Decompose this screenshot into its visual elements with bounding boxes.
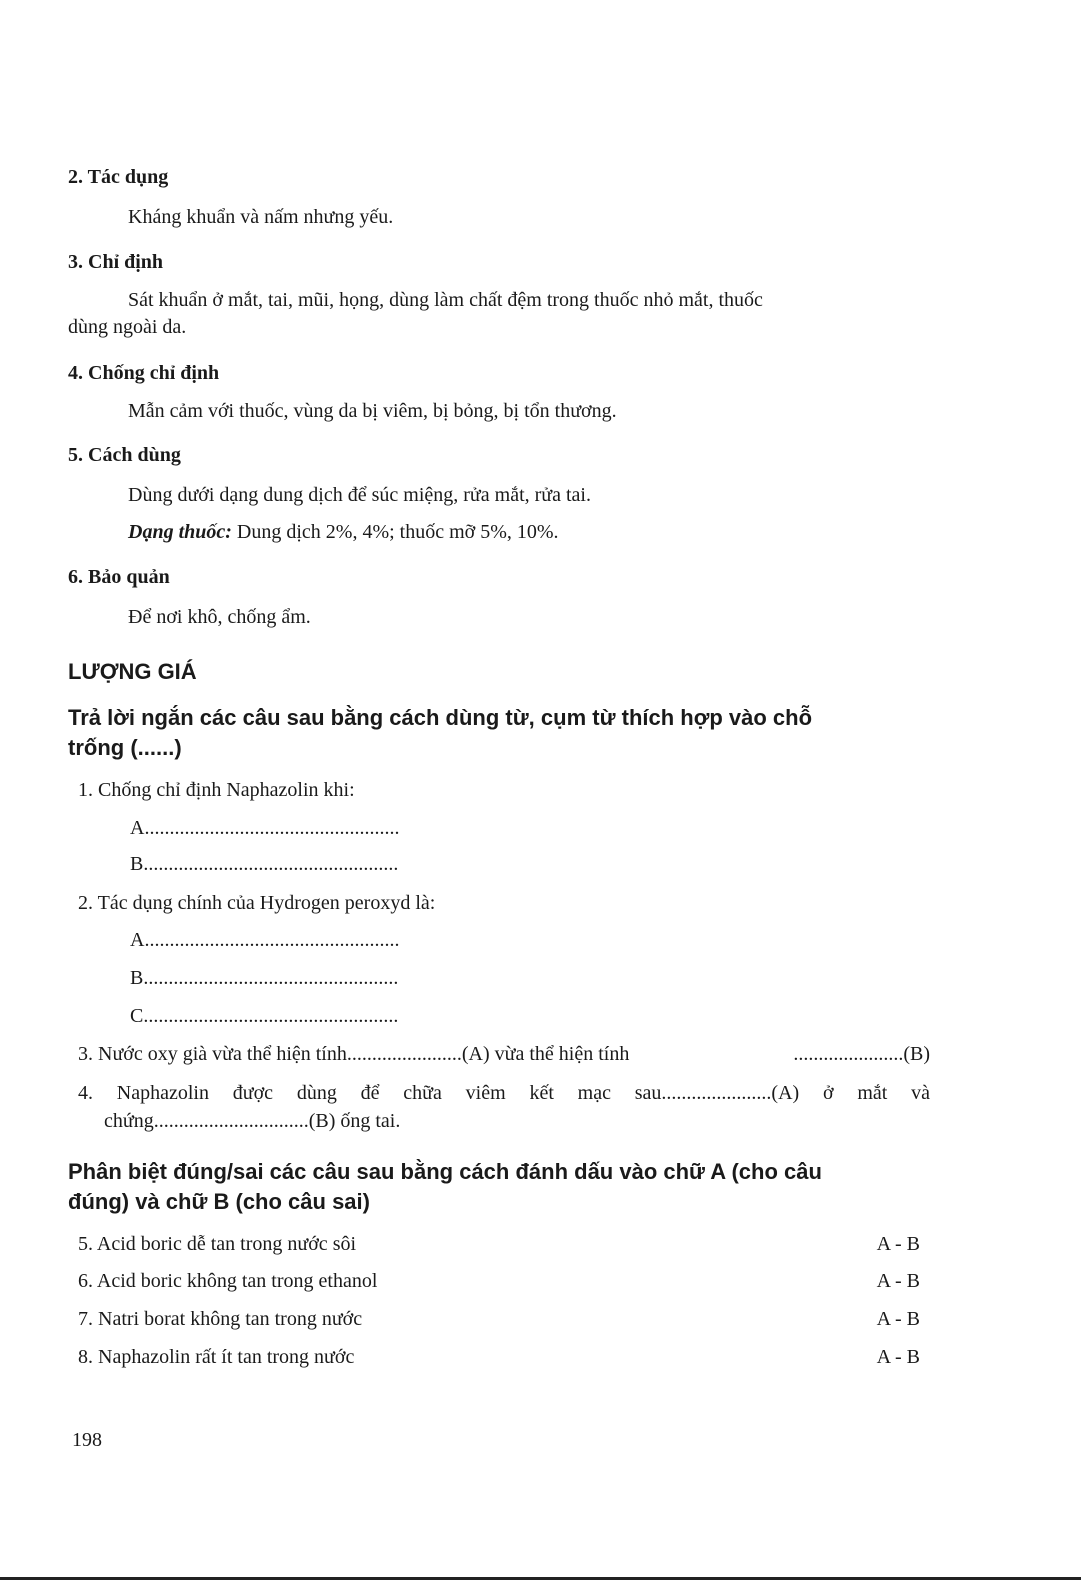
item-statement: 6. Acid boric không tan trong ethanol: [78, 1270, 378, 1292]
q4-word: dùng: [296, 1082, 337, 1104]
section-4-heading: 4. Chống chỉ định: [68, 362, 220, 384]
dosage-form-label: Dạng thuốc:: [128, 521, 232, 543]
question-3-right: ......................(B): [793, 1043, 930, 1065]
q4-word: và: [911, 1082, 930, 1104]
question-2: 2. Tác dụng chính của Hydrogen peroxyd là:: [78, 892, 436, 914]
page-number: 198: [72, 1429, 102, 1451]
true-false-item: [78, 1308, 920, 1331]
question-1-answer-a: A...................................................: [130, 817, 400, 839]
q4-word: kết: [529, 1082, 554, 1104]
section-6-body: Để nơi khô, chống ẩm.: [128, 606, 311, 628]
item-choice: A - B: [876, 1270, 920, 1292]
item-choice: A - B: [876, 1233, 920, 1255]
section-5-heading: 5. Cách dùng: [68, 444, 181, 466]
question-2-answer-b: B...................................................: [130, 967, 399, 989]
q4-word: mắt: [857, 1082, 888, 1104]
section-3-body-line-1: Sát khuẩn ở mắt, tai, mũi, họng, dùng làm chất đệm trong thuốc nhỏ mắt, thuốc: [128, 289, 763, 311]
q4-word: ở: [822, 1082, 834, 1104]
q4-word: sau......................(A): [634, 1082, 800, 1104]
q4-word: Naphazolin: [116, 1082, 209, 1104]
question-3: [78, 1043, 930, 1066]
item-statement: 8. Naphazolin rất ít tan trong nước: [78, 1346, 355, 1368]
section-4-body: Mẫn cảm với thuốc, vùng da bị viêm, bị bỏng, bị tổn thương.: [128, 400, 617, 422]
item-statement: 7. Natri borat không tan trong nước: [78, 1308, 363, 1330]
evaluation-title: LƯỢNG GIÁ: [68, 659, 197, 684]
question-4-line-2: chứng...............................(B) ống tai.: [104, 1110, 401, 1132]
section-2-heading: 2. Tác dụng: [68, 166, 169, 188]
true-false-item: [78, 1233, 920, 1256]
question-4-line-1: [78, 1082, 930, 1105]
q4-word: để: [360, 1082, 380, 1104]
question-3-left: 3. Nước oxy già vừa thể hiện tính.......................(A) vừa thể hiện tính: [78, 1043, 630, 1065]
q4-word: viêm: [465, 1082, 506, 1104]
part-1-instruction-line-1: [68, 705, 930, 731]
part-2-instruction-line-1: Phân biệt đúng/sai các câu sau bằng cách đánh dấu vào chữ A (cho câu: [68, 1159, 822, 1184]
section-2-body: Kháng khuẩn và nấm nhưng yếu.: [128, 206, 394, 228]
question-1: 1. Chống chỉ định Naphazolin khi:: [78, 779, 355, 801]
item-choice: A - B: [876, 1308, 920, 1330]
part-1-instruction-text: Trả lời ngắn các câu sau bằng cách dùng từ, cụm từ thích hợp vào chỗ: [68, 705, 813, 730]
q4-word: chữa: [403, 1082, 442, 1104]
page-bottom-edge: [0, 1577, 1081, 1580]
item-statement: 5. Acid boric dễ tan trong nước sôi: [78, 1233, 357, 1255]
true-false-item: [78, 1270, 920, 1293]
q4-word: mạc: [577, 1082, 611, 1104]
section-5-dosage-form: [128, 521, 559, 544]
part-1-instruction-line-2: trống (......): [68, 735, 182, 760]
question-1-answer-b: B...................................................: [130, 853, 399, 875]
section-6-heading: 6. Bảo quản: [68, 566, 170, 588]
q4-word: 4.: [78, 1082, 93, 1104]
section-3-body-line-2: dùng ngoài da.: [68, 316, 187, 338]
item-choice: A - B: [876, 1346, 920, 1368]
true-false-item: [78, 1346, 920, 1369]
question-2-answer-c: C...................................................: [130, 1005, 399, 1027]
part-2-instruction-line-2: đúng) và chữ B (cho câu sai): [68, 1189, 370, 1214]
section-3-heading: 3. Chỉ định: [68, 251, 164, 273]
question-2-answer-a: A...................................................: [130, 929, 400, 951]
section-5-body: Dùng dưới dạng dung dịch để súc miệng, rửa mắt, rửa tai.: [128, 484, 591, 506]
q4-word: được: [232, 1082, 274, 1104]
dosage-form-text: Dung dịch 2%, 4%; thuốc mỡ 5%, 10%.: [231, 521, 559, 543]
